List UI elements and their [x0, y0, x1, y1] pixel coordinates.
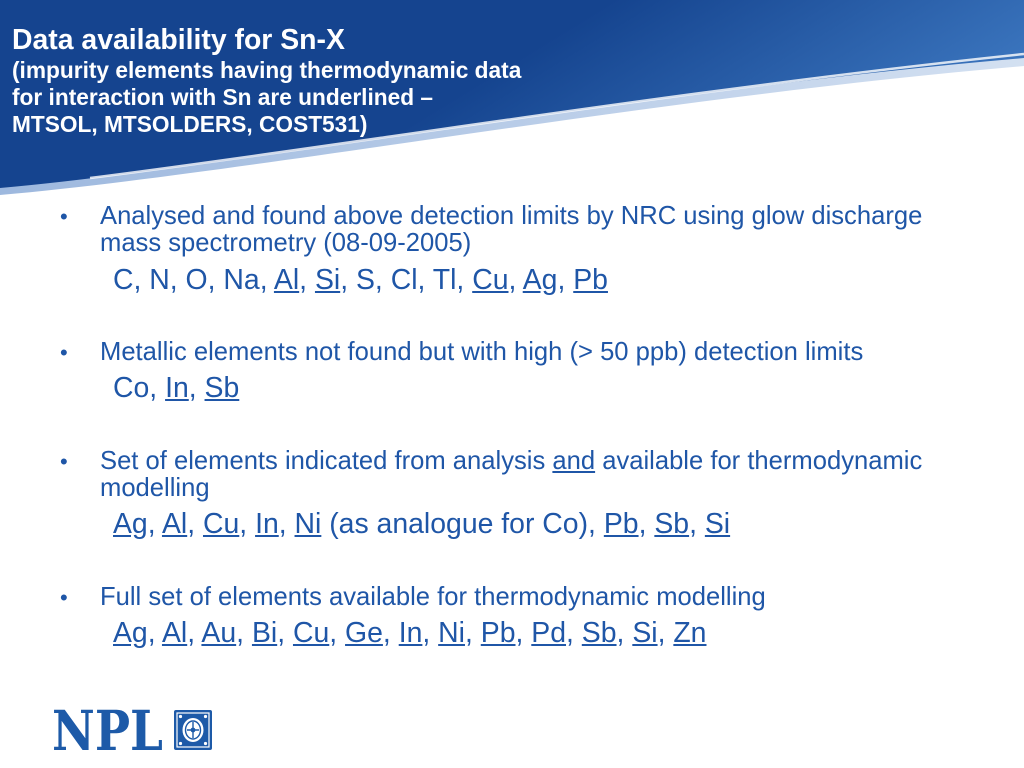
underlined-term: Sb — [204, 372, 240, 404]
text-segment: , — [329, 617, 346, 649]
element-list — [113, 265, 608, 295]
bullet-text — [100, 448, 960, 502]
underlined-term: Al — [161, 508, 188, 540]
underlined-term: Ag — [113, 508, 148, 540]
underlined-term: and — [552, 447, 596, 475]
text-segment: , — [147, 508, 162, 540]
bullet-marker: • — [60, 585, 68, 610]
text-segment: , — [464, 617, 481, 649]
text-segment: , — [515, 617, 532, 649]
slide-subtitle — [12, 57, 521, 138]
underlined-term: Cu — [292, 617, 330, 649]
text-segment: available for thermodynamic modelling — [100, 447, 923, 502]
text-segment: , — [278, 508, 295, 540]
text-segment: Analysed and found above detection limits by NRC using glow discharge mass spectrometry (08-09-2005) — [100, 202, 923, 257]
text-segment: , — [299, 264, 315, 296]
bullet-marker: • — [60, 204, 68, 229]
underlined-term: Si — [632, 617, 658, 649]
underlined-term: Pb — [573, 264, 608, 296]
text-segment: Full set of elements available for thermodynamic modelling — [100, 583, 766, 611]
underlined-term: Zn — [673, 617, 707, 649]
underlined-term: Ag — [522, 264, 558, 296]
bullet-text — [100, 203, 960, 257]
text-segment: , — [187, 508, 203, 540]
subtitle-line: MTSOL, MTSOLDERS, COST531) — [12, 111, 368, 137]
underlined-term: Si — [704, 508, 731, 540]
text-segment: , — [188, 372, 205, 404]
underlined-term: Sb — [581, 617, 617, 649]
element-list — [113, 509, 730, 539]
element-list — [113, 373, 239, 403]
text-segment: , — [557, 264, 574, 296]
npl-logo-text: NPL — [52, 702, 163, 758]
text-segment: , — [147, 617, 162, 649]
slide-title: Data availability for Sn-X — [12, 24, 345, 56]
underlined-term: In — [165, 372, 189, 404]
underlined-term: Cu — [202, 508, 240, 540]
underlined-term: Au — [201, 617, 237, 649]
underlined-term: Ni — [438, 617, 465, 649]
underlined-term: In — [255, 508, 279, 540]
bullet-text — [100, 584, 960, 611]
npl-crest-icon — [173, 709, 213, 751]
text-segment: , — [236, 617, 252, 649]
text-segment: , — [239, 508, 256, 540]
text-segment: Set of elements indicated from analysis — [100, 447, 553, 475]
bullet-text — [100, 339, 960, 366]
text-segment: , — [277, 617, 293, 649]
text-segment: , — [657, 617, 674, 649]
underlined-term: Pb — [480, 617, 516, 649]
text-segment: , — [566, 617, 582, 649]
underlined-term: Sb — [654, 508, 690, 540]
underlined-term: Bi — [251, 617, 278, 649]
underlined-term: In — [398, 617, 423, 649]
subtitle-line: (impurity elements having thermodynamic data — [12, 57, 522, 83]
text-segment: , — [616, 617, 633, 649]
bullet-marker: • — [60, 340, 68, 365]
underlined-term: Al — [161, 617, 188, 649]
underlined-term: Al — [273, 264, 300, 296]
text-segment: , S, Cl, Tl, — [340, 264, 473, 296]
underlined-term: Ag — [113, 617, 148, 649]
underlined-term: Ni — [294, 508, 322, 540]
subtitle-line: for interaction with Sn are underlined – — [12, 84, 434, 110]
text-segment: , — [187, 617, 202, 649]
underlined-term: Cu — [472, 264, 509, 296]
text-segment: C, N, O, Na, — [113, 264, 274, 296]
text-segment: , — [638, 508, 655, 540]
bullet-marker: • — [60, 449, 68, 474]
npl-logo — [50, 702, 172, 758]
element-list — [113, 618, 706, 648]
text-segment: , — [382, 617, 399, 649]
text-segment: , — [689, 508, 705, 540]
underlined-term: Si — [314, 264, 341, 296]
underlined-term: Ge — [345, 617, 383, 649]
underlined-term: Pb — [603, 508, 639, 540]
text-segment: , — [422, 617, 439, 649]
text-segment: (as analogue for Co), — [321, 508, 604, 540]
text-segment: Metallic elements not found but with high (> 50 ppb) detection limits — [100, 338, 864, 366]
underlined-term: Pd — [531, 617, 567, 649]
text-segment: Co, — [113, 372, 166, 404]
text-segment: , — [508, 264, 523, 296]
